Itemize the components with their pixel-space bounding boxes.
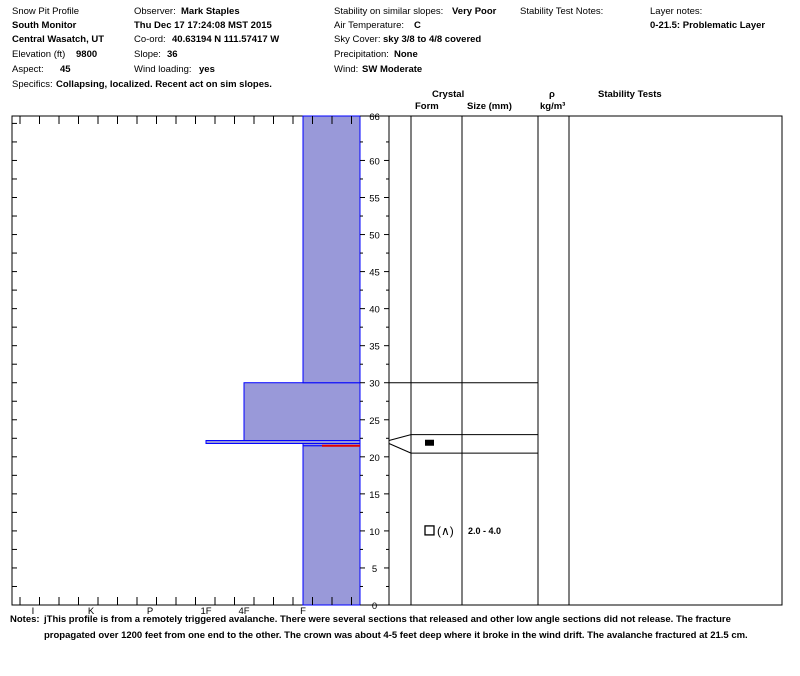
profile-title: Snow Pit Profile <box>12 6 80 17</box>
depth-tick-label: 55 <box>369 193 380 205</box>
coord-value: 40.63194 N 111.57417 W <box>172 34 280 45</box>
sky-value: sky 3/8 to 4/8 covered <box>383 34 482 45</box>
grain-size-value: 2.0 - 4.0 <box>468 525 502 536</box>
air-temp-label: Air Temperature: <box>334 20 405 31</box>
aspect-value: 45 <box>60 64 71 75</box>
coord-label: Co-ord: <box>134 34 166 45</box>
aspect-label: Aspect: <box>12 64 44 75</box>
chart-frame <box>12 116 782 605</box>
stability-value: Very Poor <box>452 6 497 17</box>
depth-tick-label: 5 <box>371 563 378 575</box>
depth-tick-label: 66 <box>369 112 380 123</box>
depth-tick-label: 50 <box>369 230 380 242</box>
hardness-label-p: P <box>146 606 154 617</box>
crystal-header: Crystal <box>432 89 465 100</box>
sky-label: Sky Cover: <box>334 34 381 45</box>
depth-tick-label: 0 <box>371 601 378 612</box>
stability-tests-header: Stability Tests <box>598 89 662 100</box>
hardness-layer <box>303 116 360 383</box>
depth-tick-label: 20 <box>369 452 380 464</box>
hardness-label-k: K <box>87 606 95 617</box>
notes-label: Notes: <box>10 614 40 625</box>
depth-hoar-icon: (∧) <box>437 523 454 538</box>
form-header: Form <box>415 101 439 112</box>
slope-value: 36 <box>167 49 178 60</box>
region-name: Central Wasatch, UT <box>12 34 105 45</box>
size-header: Size (mm) <box>467 101 512 112</box>
wind-label: Wind: <box>334 64 359 75</box>
depth-tick-label: 25 <box>369 415 380 427</box>
depth-tick-label: 15 <box>369 489 380 501</box>
observer-value: Mark Staples <box>181 6 240 17</box>
thin-layer <box>206 441 360 444</box>
layer-connector <box>389 435 411 441</box>
datetime-value: Thu Dec 17 17:24:08 MST 2015 <box>134 20 272 31</box>
elevation-value: 9800 <box>76 49 98 60</box>
air-temp-value: C <box>414 20 421 31</box>
rho-header: ρ <box>549 89 555 100</box>
faceted-crystal-icon <box>425 526 434 535</box>
notes-text: jThis profile is from a remotely triggered avalanche. There were several sections that released and other low angle sections did not release. The fracture propagated over 1200 feet from one end to the other. The crown was about 4-5 feet deep where it broke in the wind drift. The avalanche fractured at 21.5 cm. <box>44 614 748 641</box>
elevation-label: Elevation (ft) <box>12 49 66 60</box>
precip-value: None <box>394 49 418 60</box>
precip-label: Precipitation: <box>334 49 389 60</box>
slope-label: Slope: <box>134 49 161 60</box>
melt-freeze-crust-icon <box>425 440 434 446</box>
layer-notes-label: Layer notes: <box>650 6 703 17</box>
hardness-label-4f: 4F <box>238 606 250 617</box>
layer-connector <box>389 443 411 453</box>
wind-loading-label: Wind loading: <box>134 64 192 75</box>
stability-notes-label: Stability Test Notes: <box>520 6 604 17</box>
depth-tick-label: 35 <box>369 341 380 353</box>
layer-note: 0-21.5: Problematic Layer <box>650 20 766 31</box>
depth-tick-label: 10 <box>369 526 380 538</box>
hardness-label-f: F <box>300 606 306 617</box>
depth-tick-label: 40 <box>369 304 380 316</box>
observer-label: Observer: <box>134 6 176 17</box>
depth-tick-label: 60 <box>369 156 380 168</box>
specifics-value: Collapsing, localized. Recent act on sim slopes. <box>56 79 272 90</box>
hardness-label-i: I <box>31 606 35 617</box>
depth-tick-label: 30 <box>369 378 380 390</box>
wind-value: SW Moderate <box>362 64 423 75</box>
rho-unit-header: kg/m³ <box>540 101 566 112</box>
wind-loading-value: yes <box>199 64 215 75</box>
location-name: South Monitor <box>12 20 77 31</box>
stability-label: Stability on similar slopes: <box>334 6 444 17</box>
specifics-label: Specifics: <box>12 79 53 90</box>
hardness-layer <box>244 383 360 442</box>
depth-tick-label: 45 <box>369 267 380 279</box>
hardness-label-1f: 1F <box>200 606 212 617</box>
hardness-layer <box>303 446 360 605</box>
